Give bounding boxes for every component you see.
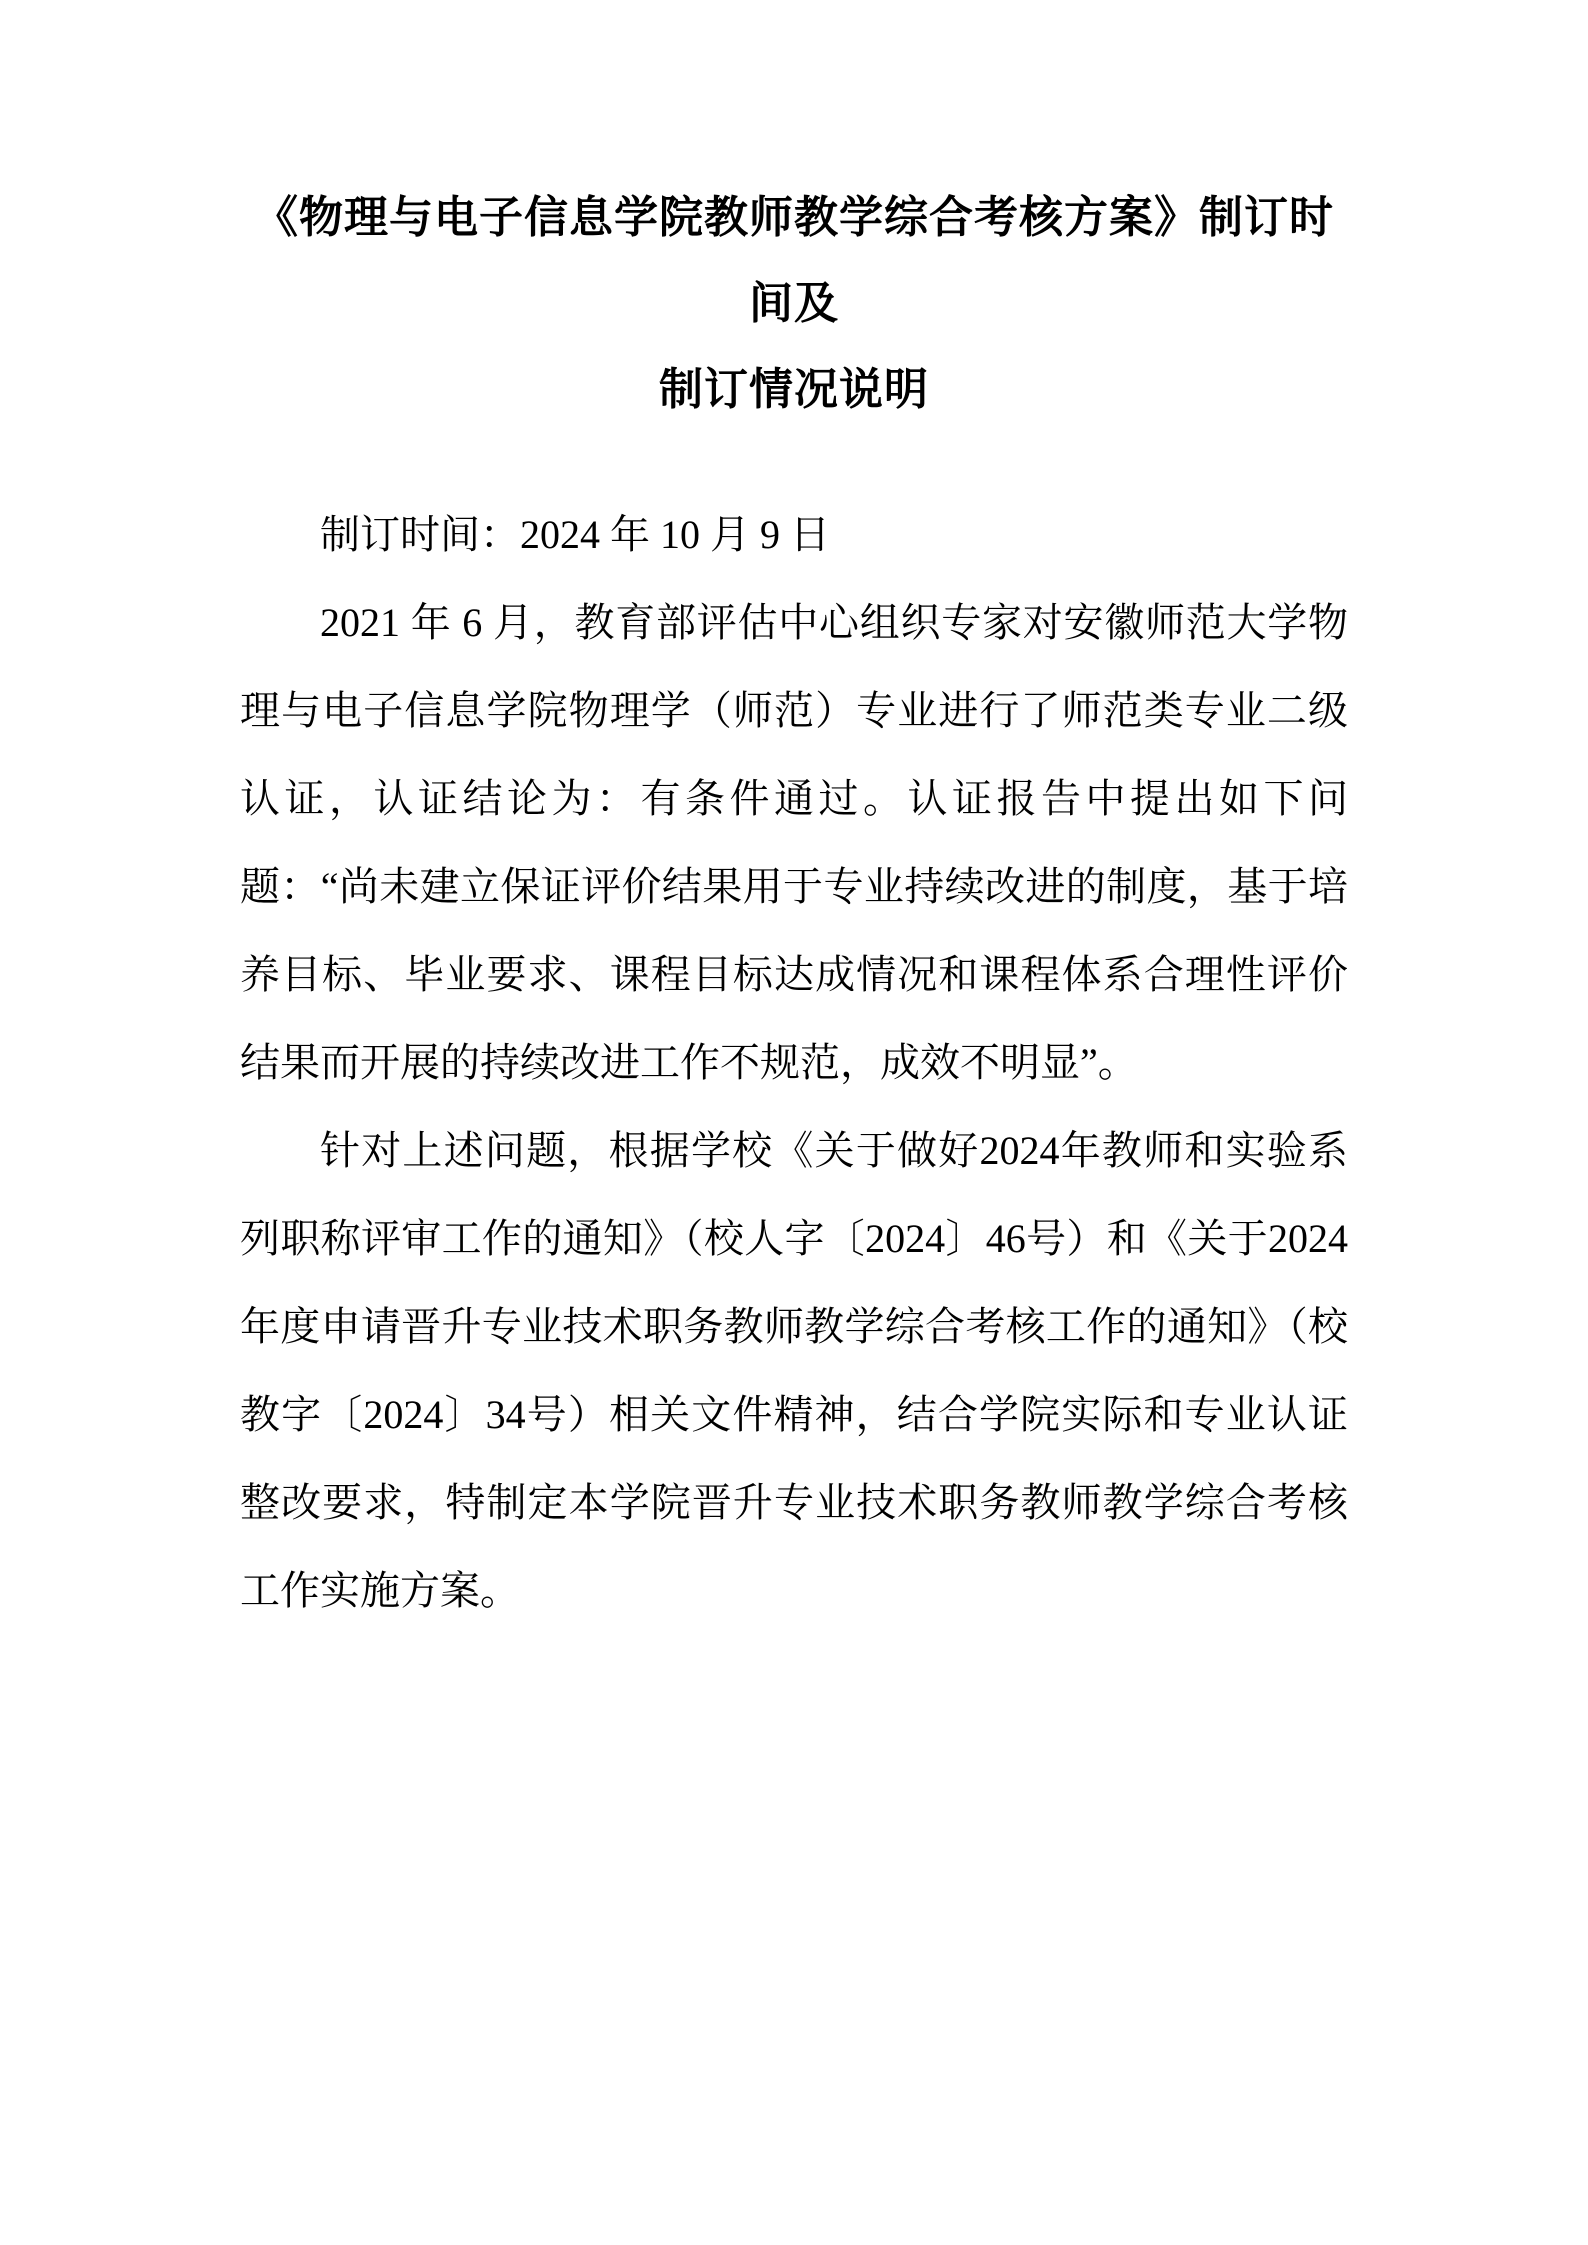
paragraph-accreditation-background: 2021 年 6 月，教育部评估中心组织专家对安徽师范大学物理与电子信息学院物理学（师范）专业进行了师范类专业二级认证，认证结论为：有条件通过。认证报告中提出如下问题：“尚未建立保证评价结果用于专业持续改进的制度，基于培养目标、毕业要求、课程目标达成情况和课程体系合理性评价结果而开展的持续改进工作不规范，成效不明显”。	[240, 600, 1348, 1085]
document-title-line-1: 《物理与电子信息学院教师教学综合考核方案》制订时间及	[254, 193, 1334, 328]
paragraph-formulation-date: 制订时间：2024 年 10 月 9 日	[320, 512, 830, 557]
document-title	[240, 175, 1348, 433]
paragraph-policy-basis: 针对上述问题，根据学校《关于做好2024年教师和实验系列职称评审工作的通知》（校人字〔2024〕46号）和《关于2024年度申请晋升专业技术职务教师教学综合考核工作的通知》（校教字〔2024〕34号）相关文件精神，结合学院实际和专业认证整改要求，特制定本学院晋升专业技术职务教师教学综合考核工作实施方案。	[240, 1128, 1348, 1613]
document-title-line-2: 制订情况说明	[659, 365, 929, 414]
